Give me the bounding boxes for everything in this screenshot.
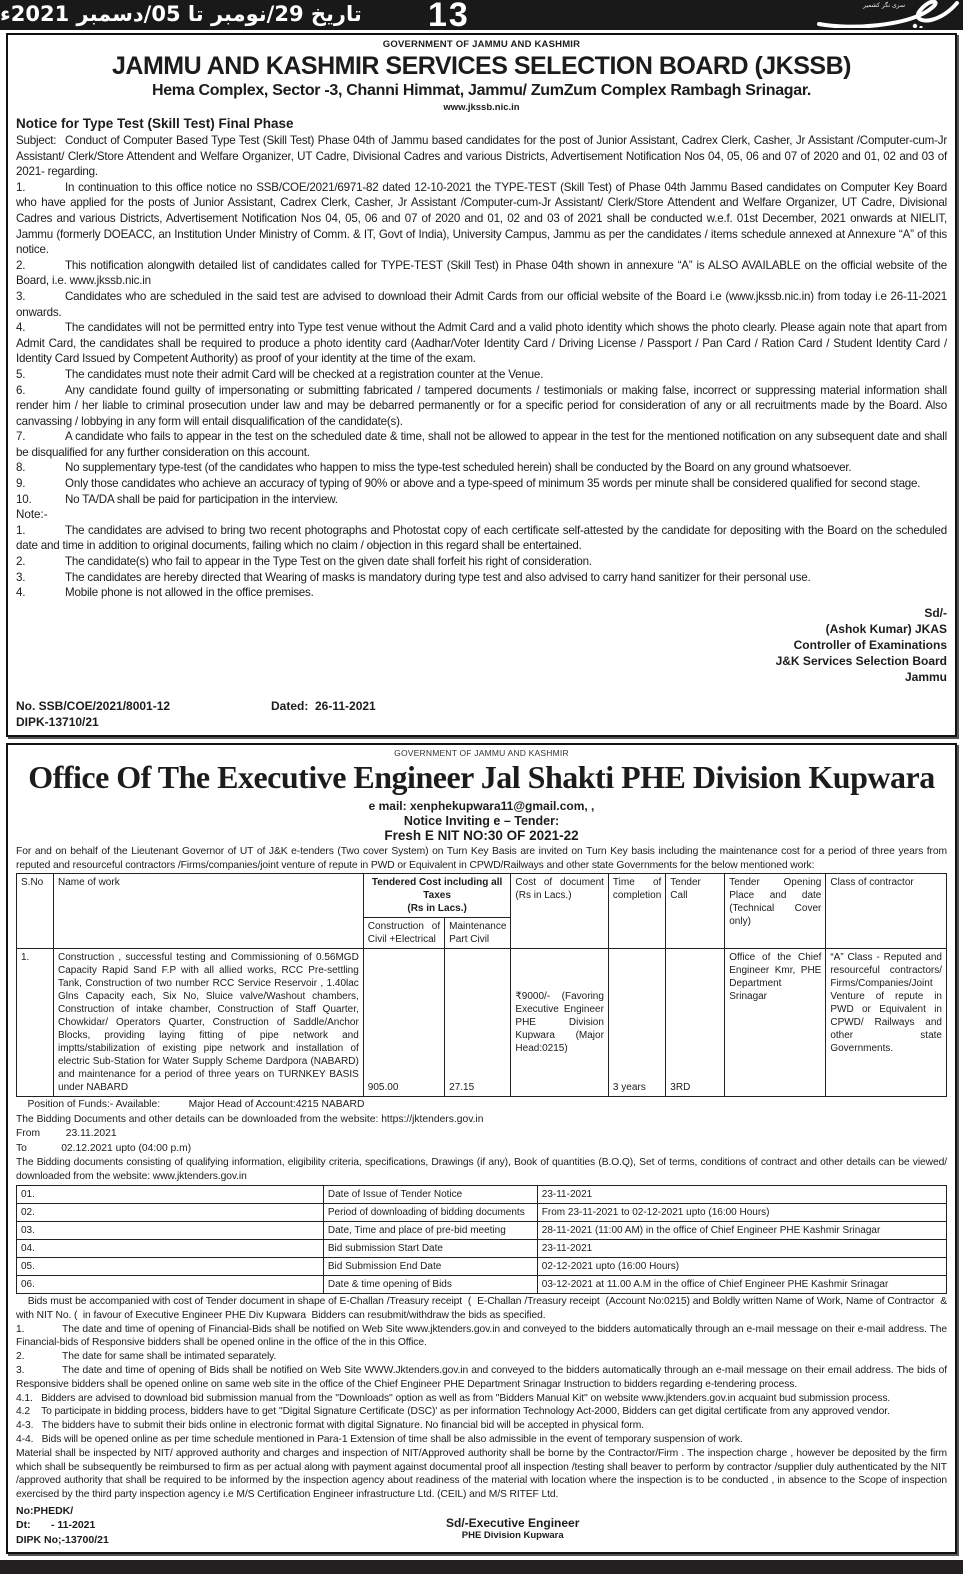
jkssb-item-9 bbox=[16, 476, 947, 492]
phe-item-4-3 bbox=[16, 1419, 947, 1433]
jkssb-item-1 bbox=[16, 180, 947, 258]
item-text: The bidders have to submit their bids online in electronic format with digital Signature. No financial bid will be accepted in physical form. bbox=[41, 1420, 644, 1432]
phe-item-4-1 bbox=[16, 1392, 947, 1406]
signature-name: (Ashok Kumar) JKAS bbox=[825, 621, 947, 636]
schedule-row-1 bbox=[17, 1186, 947, 1204]
tendered-cost-line2: (Rs in Lacs.) bbox=[407, 903, 467, 915]
bidding-download-line: The Bidding Documents and other details can be downloaded from the website: https://jktenders.gov.in bbox=[16, 1113, 484, 1125]
jkssb-note-3 bbox=[16, 570, 947, 586]
schedule-label: Period of downloading of bidding documents bbox=[323, 1204, 537, 1222]
signature-title2: J&K Services Selection Board bbox=[775, 653, 947, 668]
work-maintenance-cost: 27.15 bbox=[445, 949, 511, 1097]
item-number: 4-3. bbox=[16, 1420, 34, 1432]
jkssb-subject bbox=[16, 133, 947, 180]
work-tender-call: 3RD bbox=[666, 949, 725, 1097]
jkssb-item-7 bbox=[16, 429, 947, 460]
newspaper-calligraphy-logo-icon bbox=[811, 0, 961, 30]
signature-place: Jammu bbox=[904, 669, 947, 684]
item-number: 2. bbox=[16, 555, 26, 569]
bottom-separator-bar bbox=[0, 1560, 963, 1574]
item-text: Mobile phone is not allowed in the office premises. bbox=[65, 586, 314, 600]
schedule-value: 23-11-2021 bbox=[537, 1186, 946, 1204]
jkssb-ref-row bbox=[16, 699, 947, 713]
schedule-no: 01. bbox=[17, 1186, 324, 1204]
item-text: This notification alongwith detailed list of candidates called for TYPE-TEST (Skill Test) in Phase 04th shown in annexure “A” is ALSO AVAILABLE on the official website of the Board, i.e. www.jkssb.nic.in bbox=[16, 258, 947, 288]
schedule-label: Date of Issue of Tender Notice bbox=[323, 1186, 537, 1204]
work-name: Construction , successful testing and Commissioning of 0.56MGD Capacity Rapid Sand F.P with all allied works, RCC Pre-settling Tank, Construction of two number RCC Service Reservoir , 1.40lac Glns Capacity each, Six No, Sluice valve/Washout chambers, Construction of intake chamber, Construction of Staff Quarter, Chowkidar/ Operators Quarter, Construction of Saddle/Anchor Blocks, providing laying fitting of pipe network and imptts/stabilization of existing pipe network and installation of electric Sub-Station for Water Supply Scheme Dardpora (NABARD) and maintenance for a period of three years on TURNKEY BASIS under NABARD bbox=[54, 949, 364, 1097]
jkssb-note-4 bbox=[16, 585, 947, 601]
item-text: In continuation to this office notice no SSB/COE/2021/6971-82 dated 12-10-2021 the TYPE-TEST (Skill Test) of Phase 04th Jammu Based candidates on Computer Key Board who have applied for the posts of Junior Assistant, Cadrex Clerk, Casher, Jr Assistant /Computer-cum-Jr Assistant/ Clerk/Store Attendent and Welfare Organizer, UT Cadre, Divisional Cadres and various Districts, Advertisement Notification Nos 04, 05, 06 and 07 of 2020 and 01, 02 and 03 of 2021 shall be conducted w.e.f. 01st December, 2021 onwards at NIELIT, Jammu (formerly DOEACC, an Institution Under Ministry of Comm. & IT, Govt of India), University Campus, Jammu as per the candidates / items schedule annexed at Annexure “A” of this notice. bbox=[16, 180, 947, 257]
schedule-value: 02-12-2021 upto (16:00 Hours) bbox=[537, 1258, 946, 1276]
phe-intro-paragraph: For and on behalf of the Lieutenant Governor of UT of J&K e-tenders (Two cover System) on Turn Key Basis are invited on Turn Key basis including the maintenance cost for a period of three years from reputed and resourceful contractors /Firms/companies/joint venture of repute in PWD or Equivalent in CPWD/Railways and other state Governments for the below mentioned work: bbox=[16, 845, 947, 871]
item-text: The candidate(s) who fail to appear in the Type Test on the given date shall forfeit his right of consideration. bbox=[65, 555, 592, 569]
schedule-no: 03. bbox=[17, 1222, 324, 1240]
item-number: 1. bbox=[16, 523, 26, 537]
bidding-view-paragraph: The Bidding documents consisting of qualifying information, eligibility criteria, specifications, Drawings (if any), Book of quantities (B.O.Q), Set of terms, conditions of contract and other details can be viewed/ downloaded from the website: www.jktenders.gov.in bbox=[16, 1157, 947, 1183]
item-text: Bidders are advised to download bid submission manual from the ''Downloads'' option as well as from ''Bidders Manual Kit'' on website www.jktenders.gov.in acquaint bud submission process. bbox=[41, 1392, 891, 1404]
item-text: To participate in bidding process, bidders have to get ''Digital Signature Certificate (DSC)' as per information Technology Act-2000, Bidders can get digital certificate from any approved vendor. bbox=[41, 1406, 890, 1418]
schedule-no: 05. bbox=[17, 1258, 324, 1276]
signature-title1: Controller of Examinations bbox=[793, 637, 947, 652]
jkssb-item-6 bbox=[16, 383, 947, 430]
item-number: 2. bbox=[16, 1351, 25, 1363]
item-number: 6. bbox=[16, 383, 26, 397]
item-text: A candidate who fails to appear in the test on the scheduled date & time, shall not be allowed to appear in the test for the mentioned notification on any subsequent date and shall be disqualified for any further consideration on this account. bbox=[16, 430, 947, 459]
jkssb-note-1 bbox=[16, 523, 947, 554]
item-text: Bids will be opened online as per time schedule mentioned in Para-1 Extension of time shall be also admissible in the event of temporary suspension of work. bbox=[41, 1433, 743, 1445]
item-text: No supplementary type-test (of the candidates who happen to miss the type-test scheduled herein) shall be conducted by the Board on any ground whatsoever. bbox=[65, 461, 852, 475]
item-number: 3. bbox=[16, 1364, 25, 1376]
schedule-row-2 bbox=[17, 1204, 947, 1222]
item-number: 3. bbox=[16, 570, 26, 584]
col-header-tendered-cost bbox=[363, 874, 511, 918]
phe-footer bbox=[16, 1504, 947, 1548]
signature-sd: Sd/- bbox=[924, 605, 947, 620]
jkssb-dated: Dated: 26-11-2021 bbox=[271, 698, 376, 713]
col-header-sno: S.No bbox=[17, 874, 54, 949]
schedule-row-3 bbox=[17, 1222, 947, 1240]
item-number: 4. bbox=[16, 321, 26, 335]
phe-footer-date: Dt: - 11-2021 bbox=[16, 1519, 96, 1532]
jkssb-note-2 bbox=[16, 554, 947, 570]
item-number: 8. bbox=[16, 461, 26, 475]
schedule-row-4 bbox=[17, 1240, 947, 1258]
table-header-row bbox=[17, 874, 947, 918]
phe-item-3 bbox=[16, 1364, 947, 1392]
position-of-funds-line: Position of Funds:- Available: Major Head of Account:4215 NABARD bbox=[16, 1099, 365, 1111]
phe-item-1 bbox=[16, 1323, 947, 1351]
item-text: Only those candidates who achieve an accuracy of typing of 90% or above and a type-speed of minimum 35 words per minute shall be considered qualified for second stage. bbox=[65, 477, 921, 491]
item-number: 4.1. bbox=[16, 1392, 33, 1404]
schedule-no: 02. bbox=[17, 1204, 324, 1222]
work-cost-of-document: ₹9000/- (Favoring Executive Engineer PHE Division Kupwara (Major Head:0215) bbox=[511, 949, 609, 1097]
jkssb-signature-block bbox=[16, 605, 947, 685]
subject-text: Conduct of Computer Based Type Test (Skill Test) Phase 04th of Jammu based candidates for the post of Junior Assistant, Cadrex Clerk, Casher, Jr Assistant /Computer-cum-Jr Assistant/ Clerk/Store Attendent and Welfare Organizer, UT Cadre, Divisional Cadres and various Districts, Advertisement Notification Nos 04, 05, 06 and 07 of 2020 and 01, 02 and 03 of 2021- regarding. bbox=[16, 134, 947, 179]
item-number: 7. bbox=[16, 430, 26, 444]
schedule-no: 04. bbox=[17, 1240, 324, 1258]
item-number: 3. bbox=[16, 289, 26, 303]
jkssb-dipk-number: DIPK-13710/21 bbox=[16, 714, 99, 729]
masthead-bar bbox=[0, 0, 963, 30]
item-number: 4.2 bbox=[16, 1406, 31, 1418]
jkssb-item-3 bbox=[16, 289, 947, 320]
phe-item-2 bbox=[16, 1350, 947, 1364]
item-text: No TA/DA shall be paid for participation in the interview. bbox=[65, 492, 338, 506]
col-header-class-of-contractor: Class of contractor bbox=[826, 874, 947, 949]
item-text: The candidates are hereby directed that Wearing of masks is mandatory during type test and also advised to carry hand sanitizer for their personal use. bbox=[65, 570, 811, 584]
col-header-time-of-completion: Time of completion bbox=[608, 874, 665, 949]
item-text: Any candidate found guilty of impersonating or submitting fabricated / tampered documents / testimonials or making false, incorrect or suppressing material information shall render him / her liable to criminal prosecution under law and may be debarred permanently or for a specific period for consideration of any or all recruitments made by the Board. Also canvassing / lobbying in any form will entail disqualification of the candidate(s). bbox=[16, 383, 947, 428]
phe-tender-notice-box bbox=[6, 743, 957, 1554]
tender-work-row bbox=[17, 949, 947, 1097]
item-number: 9. bbox=[16, 477, 26, 491]
phe-signature-sd: Sd/-Executive Engineer bbox=[446, 1515, 580, 1530]
download-from-date: From 23.11.2021 bbox=[16, 1128, 117, 1140]
work-sno: 1. bbox=[17, 949, 54, 1097]
jkssb-ref-number: No. SSB/COE/2021/8001-12 bbox=[16, 698, 171, 713]
phe-signature-division: PHE Division Kupwara bbox=[461, 1529, 564, 1541]
page-number: 13 bbox=[428, 0, 470, 30]
col-header-construction-civil: Construction of Civil +Electrical bbox=[363, 918, 444, 949]
schedule-value: 03-12-2021 at 11.00 A.M in the office of Chief Engineer PHE Kashmir Srinagar bbox=[537, 1276, 946, 1294]
item-text: The candidates must note their admit Card will be checked at a registration counter at the Venue. bbox=[65, 367, 544, 381]
col-header-name-of-work: Name of work bbox=[54, 874, 364, 949]
schedule-row-6 bbox=[17, 1276, 947, 1294]
work-construction-cost: 905.00 bbox=[363, 949, 444, 1097]
subject-label: Subject: bbox=[16, 134, 57, 147]
item-text: The date for same shall be intimated separately. bbox=[62, 1351, 277, 1363]
jkssb-title: JAMMU AND KASHMIR SERVICES SELECTION BOARD (JKSSB) bbox=[112, 52, 851, 80]
jkssb-address: Hema Complex, Sector -3, Channi Himmat, Jammu/ ZumZum Complex Rambagh Srinagar. bbox=[151, 82, 812, 99]
col-header-cost-of-document: Cost of document (Rs in Lacs.) bbox=[511, 874, 609, 949]
phe-footer-no: No:PHEDK/ bbox=[16, 1504, 74, 1517]
jkssb-item-5 bbox=[16, 367, 947, 383]
item-number: 10. bbox=[16, 492, 32, 506]
schedule-value: 28-11-2021 (11:00 AM) in the office of Chief Engineer PHE Kashmir Srinagar bbox=[537, 1222, 946, 1240]
masthead-date: تاریخ 29/نومبر تا 05/دسمبر 2021ء bbox=[0, 2, 362, 26]
item-text: The candidates will not be permitted entry into Type test venue without the Admit Card and a valid photo identity which shows the photo clearly. Please again note that apart from Admit Card, the candidates shall be required to produce a photo identity card (Aadhar/Voter Identity Card / Driving License / Passport / Pan Card / Ration Card / Student Identity Card / Identity Card Issued by Competent Authority) as proof of your identity at the time of the exam. bbox=[16, 321, 947, 366]
jkssb-notice-box bbox=[6, 33, 957, 737]
schedule-value: 23-11-2021 bbox=[537, 1240, 946, 1258]
schedule-label: Bid submission Start Date bbox=[323, 1240, 537, 1258]
schedule-no: 06. bbox=[17, 1276, 324, 1294]
item-number: 4. bbox=[16, 586, 26, 600]
download-to-date: To 02.12.2021 upto (04:00 p.m) bbox=[16, 1142, 192, 1154]
schedule-value: From 23-11-2021 to 02-12-2021 upto (16:00 Hours) bbox=[537, 1204, 946, 1222]
tender-schedule-table bbox=[16, 1185, 947, 1294]
work-class-of-contractor: “A” Class - Reputed and resourceful contractors/ Firms/Companies/Joint Venture of repute in PWD or Equivalent in CPWD/ Railways and other state Governments. bbox=[826, 949, 947, 1097]
item-number: 1. bbox=[16, 1323, 25, 1335]
phe-email-line: e mail: xenphekupwara11@gmail.com, , bbox=[368, 798, 595, 813]
item-text: Candidates who are scheduled in the said test are advised to download their Admit Cards from our official website of the Board i.e (www.jkssb.nic.in) from today i.e 26-11-2021 onwards. bbox=[16, 289, 947, 319]
item-text: The candidates are advised to bring two recent photographs and Photostat copy of each certificate self-attested by the candidate for depositing with the Board on the scheduled date and time in addition to original documents, failing which no claim / objection in this regard shall be entertained. bbox=[16, 523, 947, 553]
jkssb-govt-line: GOVERNMENT OF JAMMU AND KASHMIR bbox=[382, 39, 581, 50]
phe-office-title: Office Of The Executive Engineer Jal Shakti PHE Division Kupwara bbox=[28, 758, 935, 795]
schedule-row-5 bbox=[17, 1258, 947, 1276]
col-header-tender-call: Tender Call bbox=[666, 874, 725, 949]
item-number: 4-4. bbox=[16, 1433, 34, 1445]
material-inspection-paragraph: Material shall be inspected by NIT/ approved authority and charges and inspection of NIT/Approved authority shall be borne by the Contractor/Firm . The inspection charge , however be deposited by the firm which shall be subsequently be reimbursed to firm as per actual along with payment against documental proof all inspection /testing shall beaver to perform by contractor /supplier duly authenticated by the NIT /approved authority that shall be required to be informed by the inspection agency about readiness of the material with location where the inspection is to be conducted , in absence to the Scope of inspection exercised by the third party inspection agency i.e M/S Certification Engineer infrastructure Ltd. (CEIL) and M/S RITEF Ltd. bbox=[16, 1447, 947, 1501]
tendered-cost-line1: Tendered Cost including all Taxes bbox=[371, 877, 503, 902]
phe-item-4-2 bbox=[16, 1405, 947, 1419]
jkssb-website: www.jkssb.nic.in bbox=[443, 102, 520, 113]
masthead-tagline: سری نگر کشمیر bbox=[863, 2, 905, 9]
item-number: 1. bbox=[16, 180, 26, 194]
tender-work-table bbox=[16, 873, 947, 1097]
work-tender-opening-place: Office of the Chief Engineer Kmr, PHE Department Srinagar bbox=[725, 949, 826, 1097]
item-number: 5. bbox=[16, 367, 26, 381]
phe-signature-block bbox=[446, 1516, 579, 1541]
jkssb-item-4 bbox=[16, 320, 947, 367]
col-header-tender-opening: Tender Opening Place and date (Technical Cover only) bbox=[725, 874, 826, 949]
item-text: The date and time of opening of Bids shall be notified on Web Site WWW.Jktenders.gov.in and conveyed to the bidders automatically through an e-mail message on their email address. The bids of Responsive bidders shall be opened online on same web site in the office of the Chief Engineer PHE Department Srinagar Instruction to bidders regarding e-tendering process. bbox=[16, 1364, 947, 1390]
schedule-label: Date, Time and place of pre-bid meeting bbox=[323, 1222, 537, 1240]
item-text: The date and time of opening of Financial-Bids shall be notified on Web Site www.jktenders.gov.in and conveyed to the bidders automatically through an e-mail message on their e-mail address. The Financial-bids of Responsive bidders shall be opened online in the office of the in this Office. bbox=[16, 1323, 947, 1349]
jkssb-notice-heading: Notice for Type Test (Skill Test) Final Phase bbox=[16, 116, 294, 131]
phe-govt-line: GOVERNMENT OF JAMMU AND KASHMIR bbox=[394, 747, 569, 758]
jkssb-item-2 bbox=[16, 258, 947, 289]
jkssb-item-10 bbox=[16, 492, 947, 508]
schedule-label: Date & time opening of Bids bbox=[323, 1276, 537, 1294]
schedule-label: Bid Submission End Date bbox=[323, 1258, 537, 1276]
item-number: 2. bbox=[16, 258, 26, 272]
work-time-of-completion: 3 years bbox=[608, 949, 665, 1097]
phe-nit-heading: Notice Inviting e – Tender: bbox=[403, 813, 560, 828]
bids-accompanied-paragraph: Bids must be accompanied with cost of Tender document in shape of E-Challan /Treasury receipt ( E-Challan /Treasury receipt (Account No:0215) and Boldly written Name of Work, Name of Contractor & with NIT No. ( in favour of Executive Engineer PHE Div Kupwara Bidders can resubmit/withdraw the bids as specified. bbox=[16, 1296, 953, 1321]
jkssb-item-8 bbox=[16, 460, 947, 476]
phe-nit-number: Fresh E NIT NO:30 OF 2021-22 bbox=[384, 827, 579, 843]
jkssb-note-label: Note:- bbox=[16, 508, 48, 522]
col-header-maintenance-civil: Maintenance Part Civil bbox=[445, 918, 511, 949]
phe-footer-dipk: DIPK No;-13700/21 bbox=[16, 1533, 109, 1546]
